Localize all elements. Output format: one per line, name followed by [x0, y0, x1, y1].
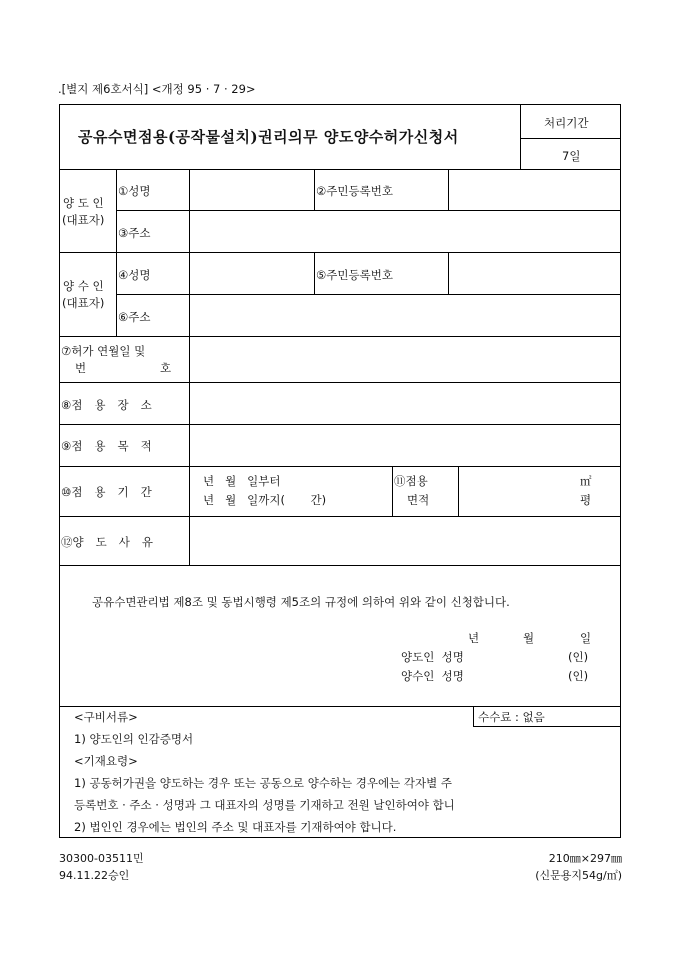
unit-sqm: ㎡ [580, 474, 592, 488]
transferee-label: 양 수 인 [63, 279, 104, 293]
transfer-reason-field[interactable] [191, 518, 619, 563]
permit-number-label-b: 호 [160, 361, 172, 375]
divider [448, 169, 449, 210]
date-year: 년 [468, 631, 480, 645]
divider [520, 104, 521, 169]
date-day: 일 [580, 631, 592, 645]
area-label: ⑪점용 [394, 474, 428, 488]
divider [59, 565, 621, 566]
period-from: 년 월 일부터 [203, 474, 281, 488]
transferor-rep-label: (대표자) [62, 213, 105, 227]
transferee-rrn-field[interactable] [450, 254, 619, 292]
divider [314, 252, 315, 294]
paper-type: (신문용지54g/㎡) [535, 869, 622, 882]
transferor-address-field[interactable] [191, 212, 619, 250]
fee-label: 수수료 : 없음 [478, 710, 545, 724]
form-reference: .[별지 제6호서식] <개정 95 · 7 · 29> [58, 82, 256, 96]
divider [116, 169, 117, 336]
unit-pyeong: 평 [580, 493, 592, 507]
transferor-label: 양 도 인 [63, 196, 104, 210]
permit-field[interactable] [191, 338, 619, 380]
divider [59, 252, 621, 253]
transferee-rrn-label: ⑤주민등록번호 [316, 268, 393, 282]
processing-period-value: 7일 [562, 149, 581, 163]
instruction-line-2: 등록번호 · 주소 · 성명과 그 대표자의 성명를 기재하고 전원 날인하여야 합니 [74, 798, 455, 812]
processing-period-label: 처리기간 [544, 116, 589, 130]
attachment-item-1: 1) 양도인의 인감증명서 [74, 732, 194, 746]
instructions-heading: <기재요령> [74, 754, 138, 768]
divider [189, 169, 190, 565]
divider [59, 706, 621, 707]
transferor-seal: (인) [568, 650, 589, 664]
divider [59, 169, 621, 170]
divider [448, 252, 449, 294]
permit-date-label: ⑦허가 연월일 및 [61, 344, 146, 358]
transferor-name-label: ①성명 [118, 184, 151, 198]
transferor-rrn-field[interactable] [450, 171, 619, 208]
transferee-name-field[interactable] [191, 254, 312, 292]
permit-number-label-a: 번 [75, 361, 87, 375]
divider [473, 726, 621, 727]
divider [59, 516, 621, 517]
transferee-rep-label: (대표자) [62, 296, 105, 310]
attachments-heading: <구비서류> [74, 710, 138, 724]
occupancy-purpose-label: ⑨점용목적 [61, 439, 164, 453]
instruction-line-3: 2) 법인인 경우에는 법인의 주소 및 대표자를 기재하여야 합니다. [74, 820, 397, 834]
divider [473, 706, 474, 726]
divider [458, 466, 459, 516]
divider [314, 169, 315, 210]
area-field[interactable] [460, 468, 570, 514]
divider [59, 424, 621, 425]
transferee-name-label: ④성명 [118, 268, 151, 282]
occupancy-purpose-field[interactable] [191, 426, 619, 464]
divider [116, 294, 621, 295]
transferee-address-field[interactable] [191, 296, 619, 334]
divider [59, 382, 621, 383]
transfer-reason-label: ⑫양도사유 [61, 535, 165, 549]
occupancy-place-label: ⑧점용장소 [61, 398, 164, 412]
date-month: 월 [523, 631, 535, 645]
divider [59, 336, 621, 337]
transferor-signature-label: 양도인 성명 [401, 650, 464, 664]
divider [392, 466, 393, 516]
transferee-seal: (인) [568, 669, 589, 683]
paper-size: 210㎜×297㎜ [548, 852, 622, 865]
declaration-text: 공유수면관리법 제8조 및 동법시행령 제5조의 규정에 의하여 위와 같이 신청합니다. [92, 595, 510, 609]
transferor-name-field[interactable] [191, 171, 312, 208]
transferee-address-label: ⑥주소 [118, 310, 151, 324]
transferee-signature-label: 양수인 성명 [401, 669, 464, 683]
occupancy-period-label: ⑩점용기간 [61, 485, 164, 499]
divider [59, 466, 621, 467]
period-to: 년 월 일까지( 간) [203, 493, 327, 507]
instruction-line-1: 1) 공동허가권을 양도하는 경우 또는 공동으로 양수하는 경우에는 각자별 주 [74, 776, 452, 790]
transferor-rrn-label: ②주민등록번호 [316, 184, 393, 198]
area-label-2: 면적 [407, 493, 430, 507]
occupancy-place-field[interactable] [191, 384, 619, 422]
transferor-address-label: ③주소 [118, 226, 151, 240]
form-code: 30300-03511민 [59, 852, 144, 865]
form-title: 공유수면점용(공작물설치)권리의무 양도양수허가신청서 [78, 128, 459, 146]
divider [520, 138, 621, 139]
approval-date: 94.11.22승인 [59, 869, 130, 882]
divider [116, 210, 621, 211]
